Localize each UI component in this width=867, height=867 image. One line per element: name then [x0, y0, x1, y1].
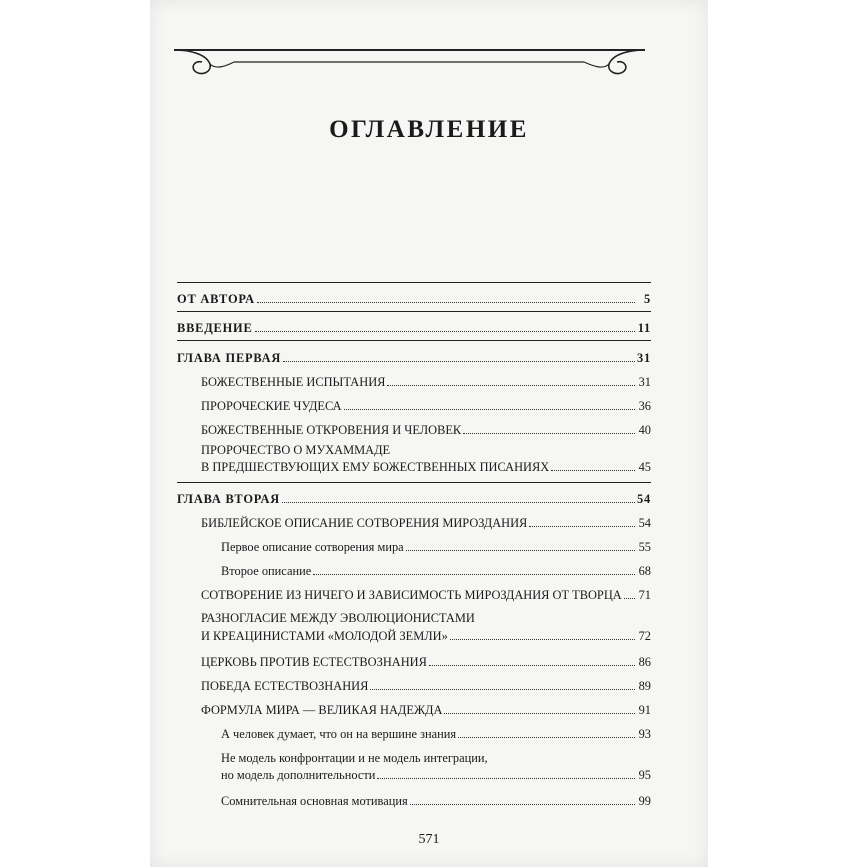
toc-entry-page: 54: [637, 492, 651, 506]
dot-leader: [444, 713, 635, 714]
toc-entry-glava-pervaya[interactable]: [177, 346, 651, 366]
toc-entry-title: ФОРМУЛА МИРА — ВЕЛИКАЯ НАДЕЖДА: [201, 703, 443, 717]
toc-entry-title: БОЖЕСТВЕННЫЕ ИСПЫТАНИЯ: [201, 375, 386, 389]
toc-entry-page: 99: [638, 794, 651, 808]
toc-entry-title: Первое описание сотворения мира: [221, 540, 404, 554]
dot-leader: [624, 598, 635, 599]
dot-leader: [370, 689, 635, 690]
toc-entry-title: ГЛАВА ВТОРАЯ: [177, 492, 281, 506]
toc-entry-title: А человек думает, что он на вершине знания: [221, 727, 457, 741]
dot-leader: [458, 737, 635, 738]
toc-entry-page: 55: [638, 540, 651, 554]
toc-entry-formula-mira[interactable]: [201, 698, 651, 718]
toc-entry-title: И КРЕАЦИНИСТАМИ «МОЛОДОЙ ЗЕМЛИ»: [201, 629, 448, 643]
toc-entry-page: 91: [638, 703, 651, 717]
toc-entry-title: СОТВОРЕНИЕ ИЗ НИЧЕГО И ЗАВИСИМОСТЬ МИРОЗДАНИЯ ОТ ТВОРЦА: [201, 588, 622, 602]
dot-leader: [255, 331, 635, 332]
dot-leader: [406, 550, 635, 551]
toc-entry-ot-avtora[interactable]: [177, 287, 651, 307]
toc-entry-glava-vtoraya[interactable]: [177, 487, 651, 507]
toc-entry-prorocheskie-chudesa[interactable]: [201, 394, 651, 414]
toc-entry-vtoroe-opisanie[interactable]: [221, 559, 651, 579]
section-divider: [177, 311, 651, 312]
dot-leader: [387, 385, 635, 386]
section-divider: [177, 482, 651, 483]
toc-entry-title: ОТ АВТОРА: [177, 292, 255, 306]
dot-leader: [450, 639, 635, 640]
toc-entry-prorochestvo[interactable]: [201, 455, 651, 475]
dot-leader: [529, 526, 635, 527]
toc-entry-vvedenie[interactable]: [177, 316, 651, 336]
dot-leader: [463, 433, 635, 434]
page-title: ОГЛАВЛЕНИЕ: [329, 116, 529, 143]
toc-entry-pervoe-opisanie[interactable]: [221, 535, 651, 555]
dot-leader: [429, 665, 635, 666]
toc-entry-raznoglasie[interactable]: [201, 624, 651, 644]
toc-entry-title: но модель дополнительности: [221, 768, 376, 782]
toc-entry-title: В ПРЕДШЕСТВУЮЩИХ ЕМУ БОЖЕСТВЕННЫХ ПИСАНИЯХ: [201, 460, 550, 474]
dot-leader: [377, 778, 635, 779]
toc-entry-page: 95: [638, 768, 651, 782]
toc-entry-chelovek-dumaet[interactable]: [221, 722, 651, 742]
dot-leader: [282, 502, 635, 503]
section-divider: [177, 282, 651, 283]
toc-entry-page: 54: [638, 516, 651, 530]
toc-entry-bibleiskoe-opisanie[interactable]: [201, 511, 651, 531]
toc-entry-pobeda[interactable]: [201, 674, 651, 694]
toc-entry-title: Сомнительная основная мотивация: [221, 794, 408, 808]
toc-entry-title: ПОБЕДА ЕСТЕСТВОЗНАНИЯ: [201, 679, 369, 693]
toc-entry-page: 40: [638, 423, 651, 437]
toc-entry-model[interactable]: [221, 763, 651, 783]
toc-entry-page: 71: [638, 588, 651, 602]
toc-entry-tserkov[interactable]: [201, 650, 651, 670]
footer-page-number: 571: [418, 832, 440, 847]
toc-entry-otkroveniya[interactable]: [201, 418, 651, 438]
toc-entry-page: 68: [638, 564, 651, 578]
toc-entry-page: 36: [638, 399, 651, 413]
toc-entry-title: ВВЕДЕНИЕ: [177, 321, 253, 335]
toc-entry-title: ЦЕРКОВЬ ПРОТИВ ЕСТЕСТВОЗНАНИЯ: [201, 655, 427, 669]
toc-entry-page: 31: [637, 351, 651, 365]
toc-entry-title: БОЖЕСТВЕННЫЕ ОТКРОВЕНИЯ И ЧЕЛОВЕК: [201, 423, 462, 437]
decorative-header-ornament: [172, 40, 647, 80]
toc-entry-model-line1[interactable]: Не модель конфронтации и не модель интеграции,: [221, 751, 488, 765]
toc-entry-title: Второе описание: [221, 564, 312, 578]
toc-entry-bozhestvennye-ispytaniya[interactable]: [201, 370, 651, 390]
toc-entry-page: 11: [637, 321, 651, 335]
toc-entry-page: 93: [638, 727, 651, 741]
dot-leader: [344, 409, 635, 410]
toc-entry-page: 72: [638, 629, 651, 643]
dot-leader: [283, 361, 635, 362]
dot-leader: [410, 804, 635, 805]
toc-entry-title: БИБЛЕЙСКОЕ ОПИСАНИЕ СОТВОРЕНИЯ МИРОЗДАНИЯ: [201, 516, 528, 530]
toc-entry-title: ПРОРОЧЕСКИЕ ЧУДЕСА: [201, 399, 342, 413]
toc-entry-prorochestvo-line1[interactable]: ПРОРОЧЕСТВО О МУХАММАДЕ: [201, 443, 391, 457]
dot-leader: [257, 302, 635, 303]
toc-entry-page: 5: [644, 292, 651, 306]
toc-entry-somnitelnaya-motivatsiya[interactable]: [221, 789, 651, 809]
section-divider: [177, 340, 651, 341]
toc-entry-page: 45: [638, 460, 651, 474]
toc-entry-page: 86: [638, 655, 651, 669]
dot-leader: [551, 470, 635, 471]
toc-entry-sotvorenie-iz-nichego[interactable]: [201, 583, 651, 603]
toc-entry-page: 31: [638, 375, 651, 389]
toc-entry-title: ГЛАВА ПЕРВАЯ: [177, 351, 282, 365]
toc-entry-page: 89: [638, 679, 651, 693]
dot-leader: [313, 574, 635, 575]
toc-entry-raznoglasie-line1[interactable]: РАЗНОГЛАСИЕ МЕЖДУ ЭВОЛЮЦИОНИСТАМИ: [201, 611, 475, 625]
